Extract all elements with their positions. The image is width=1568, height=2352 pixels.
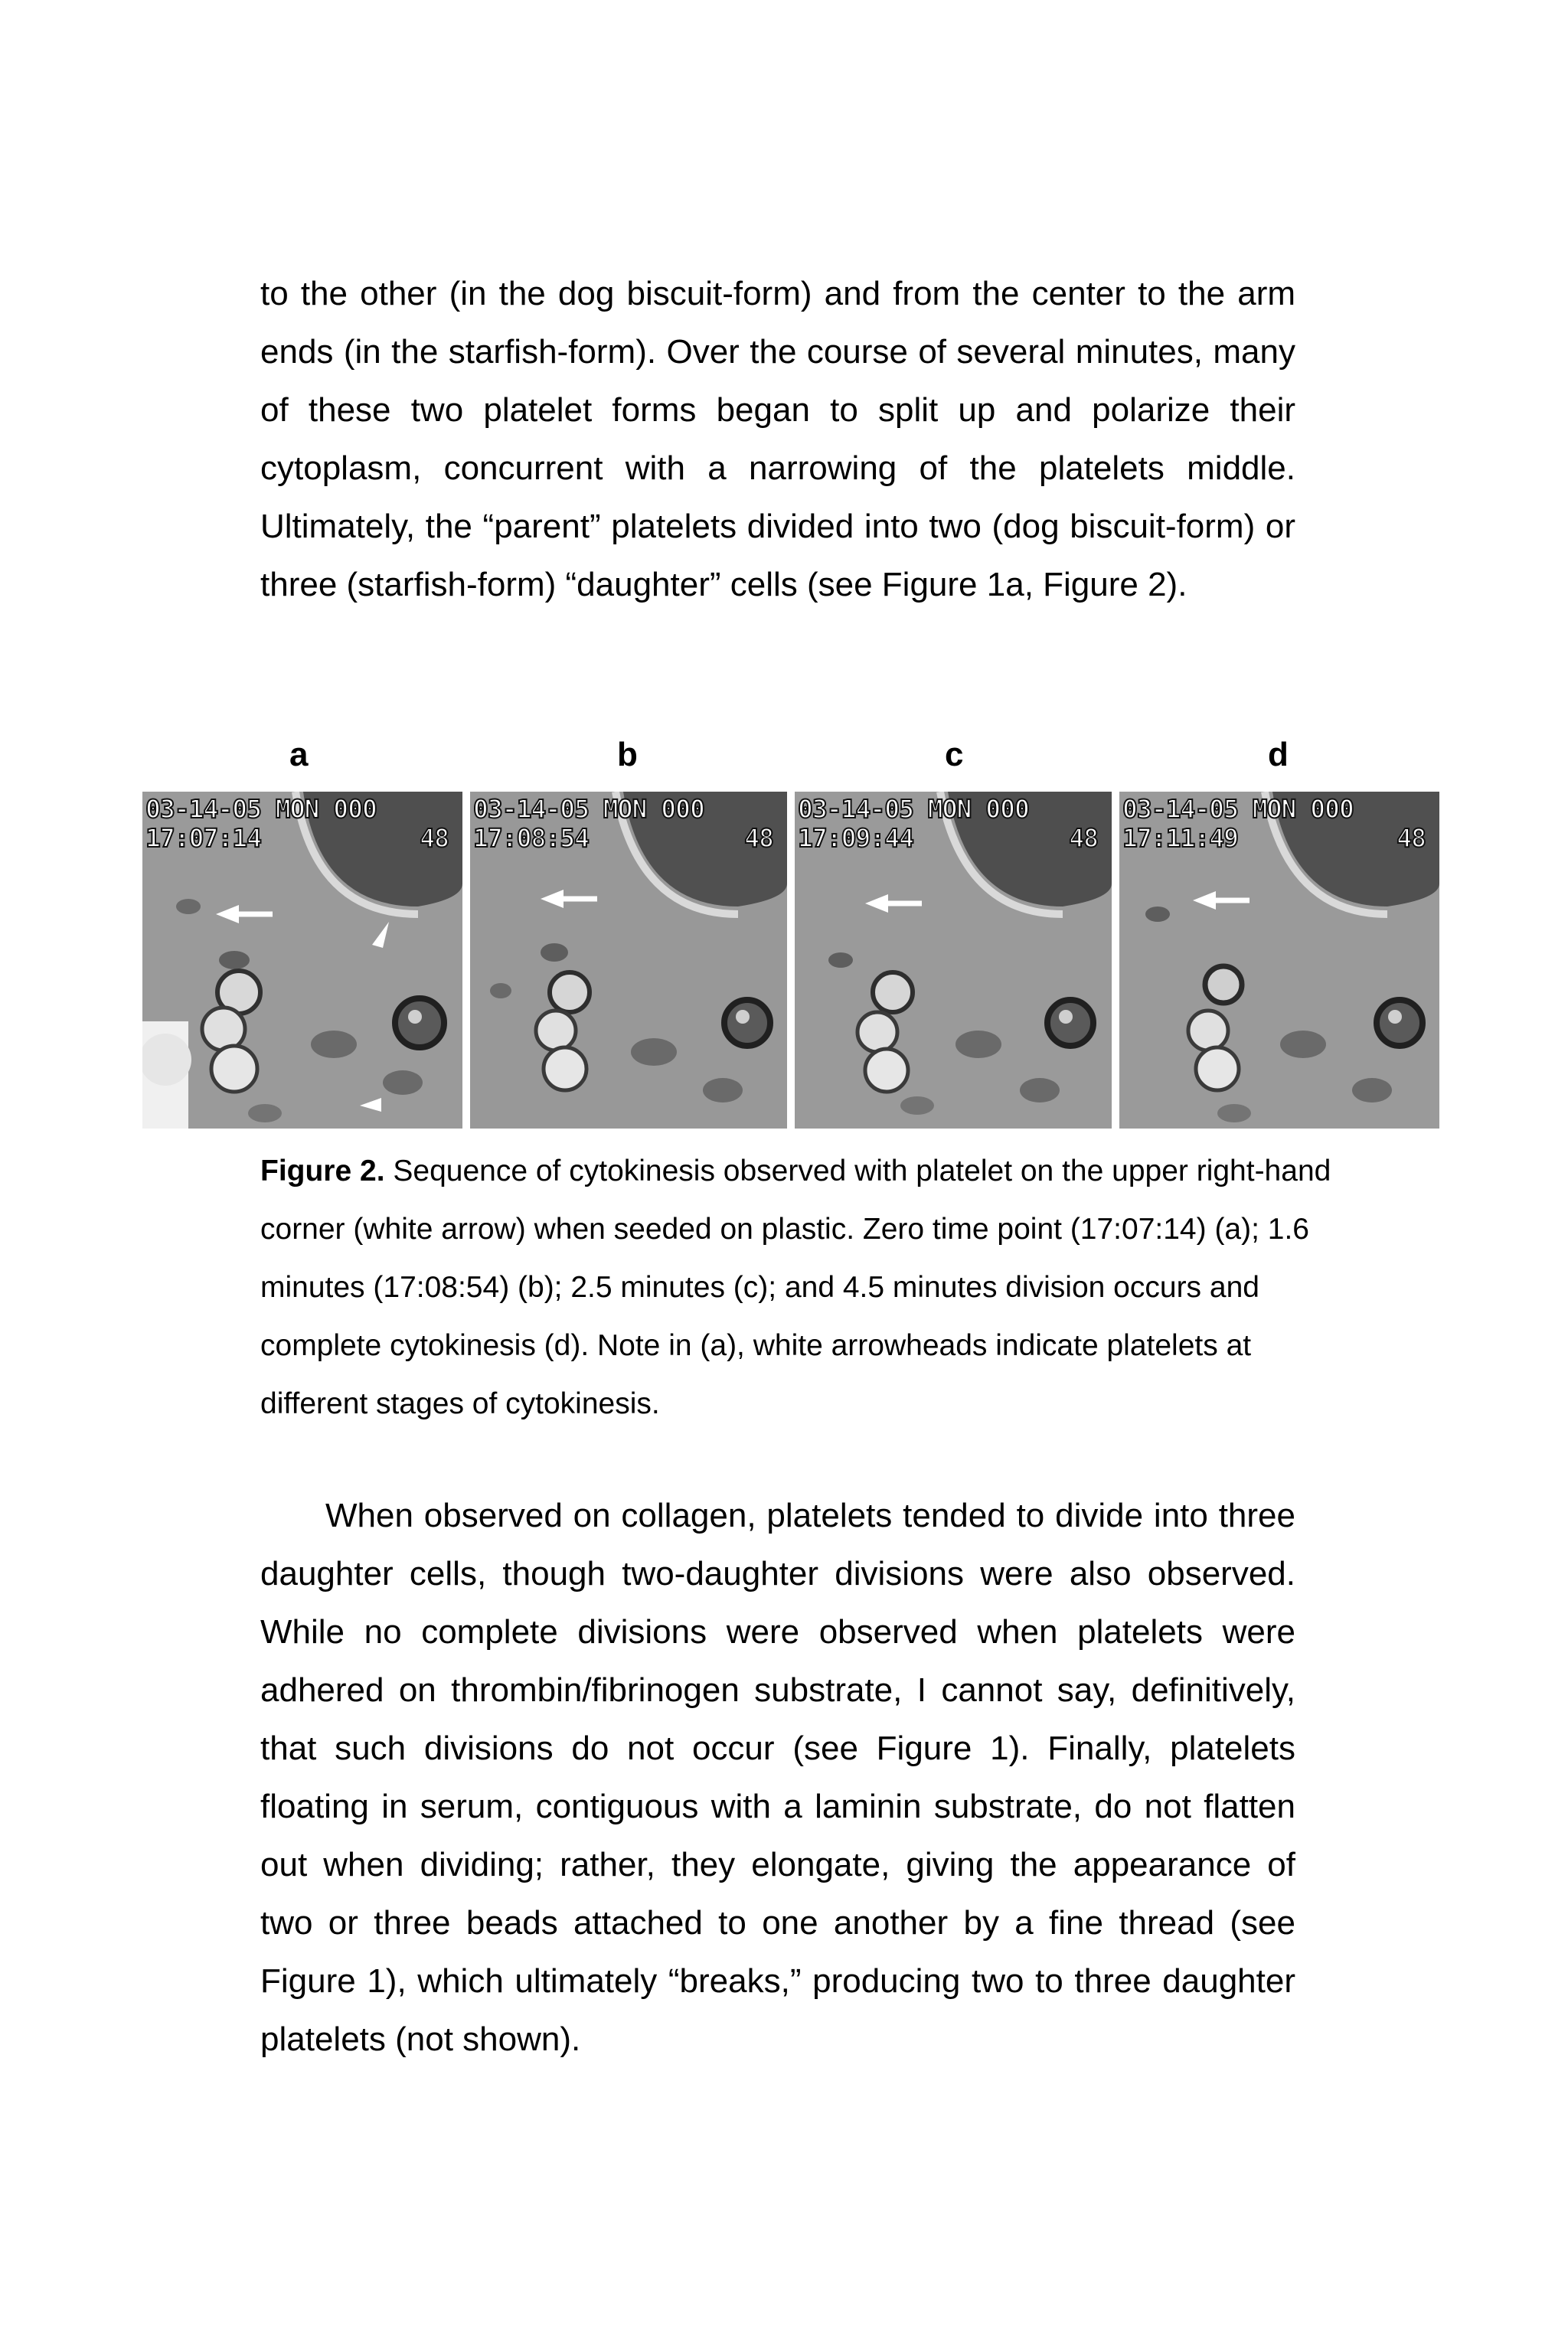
figure-caption-text: Sequence of cytokinesis observed with platelet on the upper right-hand corner (white arrow) when seeded on plastic. Zero time point (17:07:14) (a); 1.6 minutes (17:08:54) (b); 2.5 minutes (c); and 4.5 minutes division occurs and complete cytokinesis (d). Note in (a), white arrowheads indicate platelets at different stages of cytokinesis. (260, 1155, 1331, 1420)
micrograph-panel-b (470, 792, 787, 1129)
stamp-date: 03-14-05 MON 000 (798, 794, 1029, 824)
panel-label-a: a (289, 736, 309, 773)
figure-caption-label: Figure 2. (260, 1155, 385, 1187)
body-paragraph-top: to the other (in the dog biscuit-form) and from the center to the arm ends (in the starfish-form). Over the course of several minutes, many of these two platelet forms began to split up and polarize their cytoplasm, concurrent with a narrowing of the platelets middle. Ultimately, the “parent” platelets divided into two (dog biscuit-form) or three (starfish-form) “daughter” cells (see Figure 1a, Figure 2). (260, 275, 1295, 603)
stamp-date: 03-14-05 MON 000 (145, 794, 377, 824)
panel-label-d: d (1268, 736, 1289, 773)
stamp-date: 03-14-05 MON 000 (1122, 794, 1354, 824)
stamp-time: 17:11:49 (1122, 823, 1238, 853)
panel-label-c: c (945, 736, 964, 773)
micrograph-panel-d (1119, 792, 1439, 1129)
stamp-time: 17:08:54 (473, 823, 589, 853)
stamp-number: 48 (744, 823, 773, 853)
stamp-number: 48 (420, 823, 449, 853)
stamp-date: 03-14-05 MON 000 (473, 794, 704, 824)
body-paragraph-bottom: When observed on collagen, platelets tended to divide into three daughter cells, though two-daughter divisions were also observed. While no complete divisions were observed when platelets were adhered on thrombin/fibrinogen substrate, I cannot say, definitively, that such divisions do not occur (see Figure 1). Finally, platelets floating in serum, contiguous with a laminin substrate, do not flatten out when dividing; rather, they elongate, giving the appearance of two or three beads attached to one another by a fine thread (see Figure 1), which ultimately “breaks,” producing two to three daughter platelets (not shown). (260, 1497, 1295, 2058)
stamp-time: 17:09:44 (798, 823, 913, 853)
figure-caption (260, 1142, 1351, 1433)
micrograph-panel-c (795, 792, 1112, 1129)
timestamp-overlay-a (142, 795, 462, 853)
timestamp-overlay-b (470, 795, 787, 853)
stamp-number: 48 (1069, 823, 1098, 853)
stamp-time: 17:07:14 (145, 823, 261, 853)
panel-label-b: b (617, 736, 638, 773)
micrograph-panel-a (142, 792, 462, 1129)
stamp-number: 48 (1396, 823, 1426, 853)
timestamp-overlay-c (795, 795, 1112, 853)
timestamp-overlay-d (1119, 795, 1439, 853)
